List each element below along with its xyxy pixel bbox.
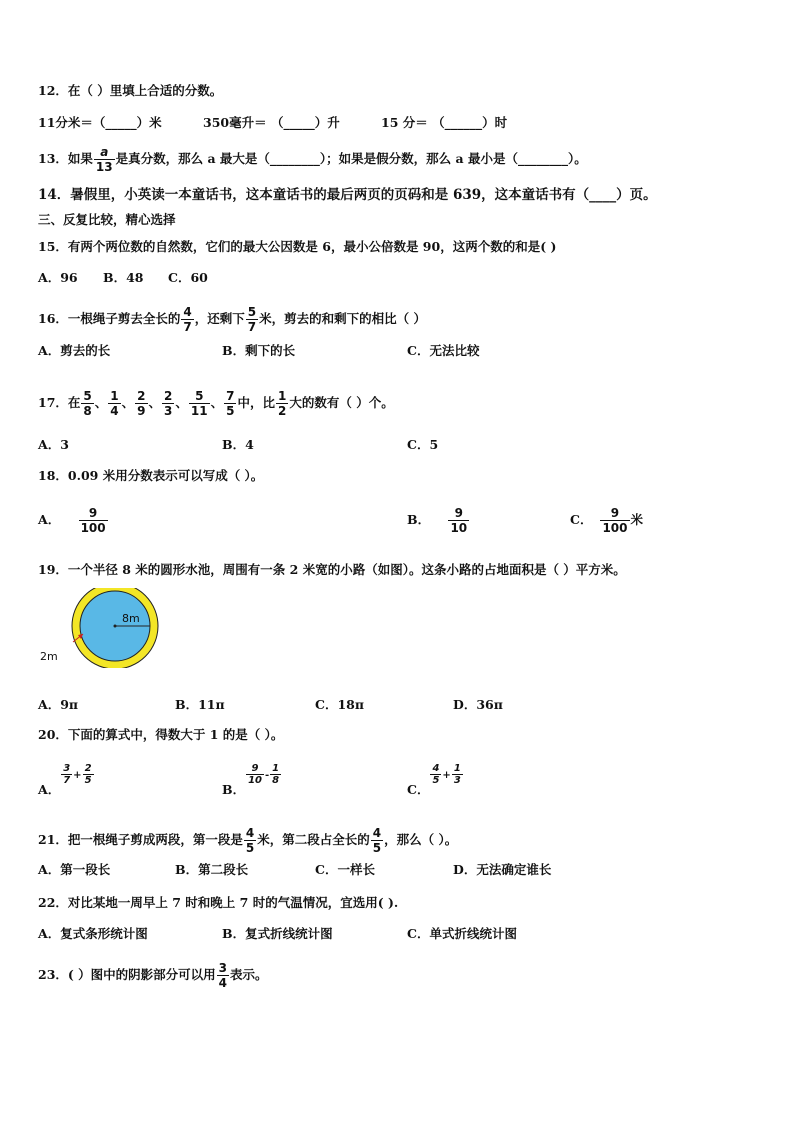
q16-option-b[interactable]: B．剩下的长: [222, 343, 296, 358]
q17-sep: 、: [210, 395, 224, 410]
q20-b-f2-den: 8: [272, 775, 280, 786]
q17-mid: 中，比: [237, 395, 275, 410]
q18-b-frac: [448, 506, 469, 535]
q17-sep: 、: [175, 395, 188, 410]
q21-frac1: [244, 826, 256, 855]
q21-frac2: [371, 826, 383, 855]
q18-text: 18．0.09 米用分数表示可以写成（ ）。: [38, 468, 264, 483]
q18-a-frac: [79, 506, 108, 535]
q13-post: 是真分数，那么 a 最大是（________）；如果是假分数，那么 a 最小是（________）。: [115, 151, 587, 166]
q18-a-den: 100: [80, 521, 106, 535]
q17-line: [38, 389, 394, 418]
q18-c-num: 9: [610, 506, 620, 520]
q17-frac-3: [135, 389, 147, 418]
q21-frac1-den: 5: [245, 841, 255, 855]
q17-option-a[interactable]: A．3: [38, 437, 69, 452]
q20-c-frac2: [452, 763, 463, 786]
q17-post: 大的数有（ ）个。: [289, 395, 394, 410]
q15-option-b[interactable]: B．48: [103, 270, 144, 285]
q17-frac-2: [108, 389, 120, 418]
q20-b-f1-den: 10: [248, 775, 262, 786]
q20-c-label: C．: [407, 782, 430, 797]
q16-line: [38, 305, 426, 334]
q15-text: 15．有两个两位数的自然数，它们的最大公因数是 6，最小公倍数是 90，这两个数的和是( ): [38, 239, 557, 254]
q17-frac-1-num: 5: [83, 389, 92, 403]
q20-c-f1-den: 5: [432, 775, 440, 786]
q16-option-c[interactable]: C．无法比较: [407, 343, 480, 358]
q21-frac2-num: 4: [372, 826, 382, 840]
q12-item-c: 15 分＝ （______）时: [381, 115, 508, 130]
q12-item-a: 11分米＝（_____）米: [38, 115, 162, 130]
q22-option-c[interactable]: C．单式折线统计图: [407, 926, 517, 941]
q20-b-label: B．: [222, 782, 246, 797]
q20-b-f1-num: 9: [251, 763, 259, 774]
q16-frac2-num: 5: [247, 305, 257, 319]
q21-option-d[interactable]: D．无法确定谁长: [453, 862, 552, 877]
q12-title: 12．在（ ）里填上合适的分数。: [38, 83, 223, 98]
q16-frac1-den: 7: [183, 320, 192, 334]
q17-sep: 、: [148, 395, 162, 410]
q22-option-b[interactable]: B．复式折线统计图: [222, 926, 333, 941]
q20-a-frac2: [83, 763, 94, 786]
section3-heading: 三、反复比较，精心选择: [38, 212, 176, 227]
q18-c-frac: [600, 506, 629, 535]
q16-pre: 16．一根绳子剪去全长的: [38, 311, 181, 326]
q17-frac-4-num: 2: [164, 389, 173, 403]
q20-c-frac1: [430, 763, 441, 786]
q20-a-op: +: [73, 770, 82, 781]
q22-option-a[interactable]: A．复式条形统计图: [38, 926, 148, 941]
q19-text: 19．一个半径 8 米的圆形水池，周围有一条 2 米宽的小路（如图）。这条小路的占地面积是（ ）平方米。: [38, 562, 626, 577]
width-label: 2m: [40, 650, 58, 663]
q18-option-b[interactable]: [407, 506, 470, 535]
q20-a-f1-num: 3: [63, 763, 71, 774]
q17-sep: 、: [121, 395, 135, 410]
q17-frac-1: [81, 389, 93, 418]
q19-option-d[interactable]: D．36π: [453, 697, 503, 712]
q13-line: [38, 145, 587, 174]
q18-option-c[interactable]: [570, 506, 643, 535]
q20-text: 20．下面的算式中，得数大于 1 的是（ ）。: [38, 727, 284, 742]
q17-frac-6-den: 5: [226, 404, 235, 418]
q18-b-label: B．: [407, 512, 431, 527]
q13-pre: 13．如果: [38, 151, 93, 166]
q18-c-den: 100: [602, 521, 628, 535]
q20-b-frac2: [270, 763, 281, 786]
center-dot: [114, 625, 117, 628]
q23-frac-den: 4: [218, 976, 228, 990]
q17-option-b[interactable]: B．4: [222, 437, 254, 452]
q18-b-num: 9: [454, 506, 463, 520]
q20-c-f2-num: 1: [453, 763, 461, 774]
q20-a-f2-den: 5: [84, 775, 92, 786]
q17-frac-5: [189, 389, 210, 418]
q17-frac-4-den: 3: [164, 404, 173, 418]
q13-den: 13: [95, 160, 113, 174]
q23-line: [38, 961, 268, 990]
q21-mid: 米，第二段占全长的: [257, 832, 370, 847]
q18-c-unit: 米: [630, 512, 644, 527]
q16-frac2-den: 7: [247, 320, 257, 334]
q20-b-op: -: [265, 770, 270, 781]
q16-frac1: [181, 305, 193, 334]
q16-mid: ，还剩下: [194, 311, 245, 326]
q17-frac-3-num: 2: [137, 389, 146, 403]
q20-a-f2-num: 2: [84, 763, 92, 774]
q19-option-b[interactable]: B．11π: [175, 697, 225, 712]
q18-a-label: A．: [38, 512, 61, 527]
q19-option-c[interactable]: C．18π: [315, 697, 364, 712]
q20-a-label: A．: [38, 782, 61, 797]
radius-label: 8m: [122, 612, 140, 625]
q15-option-c[interactable]: C．60: [168, 270, 208, 285]
q23-frac-num: 3: [218, 961, 228, 975]
q21-option-b[interactable]: B．第二段长: [175, 862, 249, 877]
q20-option-a[interactable]: [38, 763, 95, 797]
q21-pre: 21．把一根绳子剪成两段，第一段是: [38, 832, 243, 847]
q17-half-den: 2: [278, 404, 287, 418]
q17-frac-5-num: 5: [195, 389, 204, 403]
q16-frac2: [246, 305, 258, 334]
q23-post: 表示。: [230, 967, 268, 982]
q14-text: 14．暑假里，小英读一本童话书，这本童话书的最后两页的页码和是 639，这本童话书有（____）页。: [38, 187, 657, 203]
q17-half: [276, 389, 288, 418]
q16-post: 米，剪去的和剩下的相比（ ）: [259, 311, 426, 326]
q17-option-c[interactable]: C．5: [407, 437, 439, 452]
q18-option-a[interactable]: [38, 506, 109, 535]
q21-option-c[interactable]: C．一样长: [315, 862, 375, 877]
q17-pre: 17．在: [38, 395, 81, 410]
q17-half-num: 1: [278, 389, 287, 403]
q22-text: 22．对比某地一周早上 7 时和晚上 7 时的气温情况，宜选用( ).: [38, 895, 399, 910]
q17-frac-6-num: 7: [226, 389, 235, 403]
q20-a-frac1: [61, 763, 72, 786]
q18-c-label: C．: [570, 512, 593, 527]
q17-frac-2-num: 1: [110, 389, 119, 403]
q21-frac2-den: 5: [372, 841, 382, 855]
q20-a-f1-den: 7: [63, 775, 71, 786]
q18-a-num: 9: [88, 506, 98, 520]
q17-frac-6: [224, 389, 236, 418]
q13-num: a: [100, 145, 109, 159]
q16-option-a[interactable]: A．剪去的长: [38, 343, 111, 358]
q17-frac-1-den: 8: [83, 404, 92, 418]
q13-fraction: [94, 145, 115, 174]
q21-post: ，那么（ ）。: [384, 832, 458, 847]
q16-frac1-num: 4: [183, 305, 192, 319]
q19-option-a[interactable]: A．9π: [38, 697, 79, 712]
q23-pre: 23．( ）图中的阴影部分可以用: [38, 967, 216, 982]
q17-sep: 、: [94, 395, 108, 410]
q20-c-f2-den: 3: [453, 775, 461, 786]
q21-line: [38, 826, 457, 855]
q20-option-b[interactable]: [222, 763, 282, 797]
q17-frac-4: [162, 389, 174, 418]
q21-option-a[interactable]: A．第一段长: [38, 862, 111, 877]
q20-b-frac1: [246, 763, 264, 786]
q18-b-den: 10: [450, 521, 468, 535]
q15-option-a[interactable]: A．96: [38, 270, 78, 285]
q17-frac-5-den: 11: [190, 404, 208, 418]
q19-pool-figure: [36, 588, 166, 668]
q20-c-f1-num: 4: [432, 763, 440, 774]
q12-item-b: 350毫升＝ （_____）升: [203, 115, 340, 130]
q23-frac: [217, 961, 229, 990]
q17-frac-3-den: 9: [137, 404, 146, 418]
q20-c-op: +: [442, 770, 451, 781]
q20-option-c[interactable]: [407, 763, 464, 797]
q20-b-f2-num: 1: [272, 763, 280, 774]
q17-frac-2-den: 4: [110, 404, 119, 418]
q21-frac1-num: 4: [245, 826, 255, 840]
